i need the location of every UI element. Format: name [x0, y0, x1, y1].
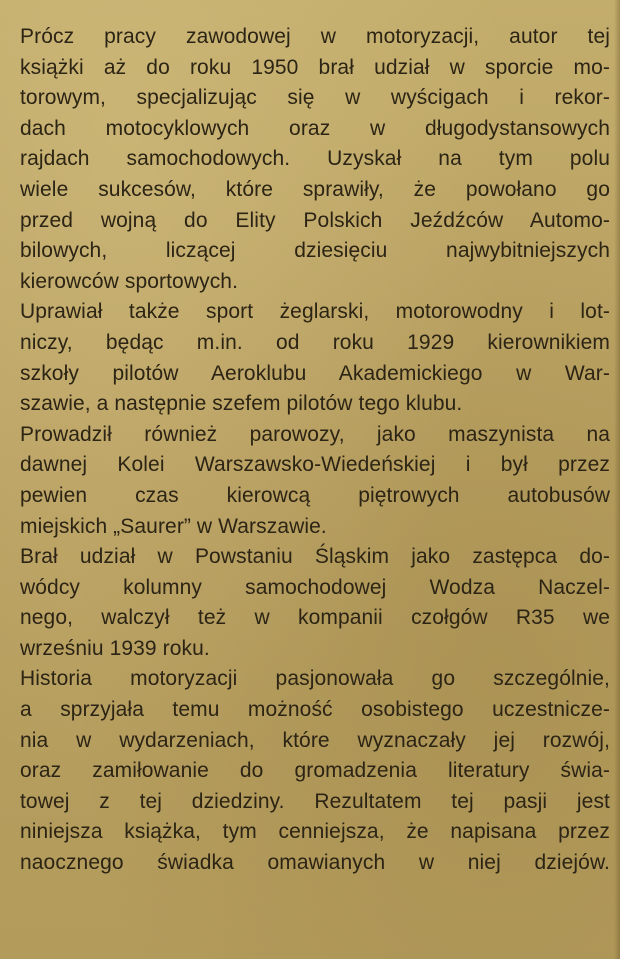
text-line: dach motocyklowych oraz w długodystansowych: [20, 116, 610, 140]
text-line: dawnej Kolei Warszawsko-Wiedeńskiej i był przez: [20, 453, 610, 477]
paragraph-history: [20, 664, 610, 878]
text-line: kierowców sportowych.: [20, 269, 239, 293]
text-line: niniejsza książka, tym cenniejsza, że napisana przez: [20, 820, 610, 844]
text-line: a sprzyjała temu możność osobistego uczestnicze-: [20, 698, 610, 722]
text-line: oraz zamiłowanie do gromadzenia literatury świa-: [20, 759, 610, 783]
text-line: wódcy kolumny samochodowej Wodza Naczel-: [20, 575, 610, 599]
text-line: niczy, będąc m.in. od roku 1929 kierownikiem: [20, 330, 610, 354]
paragraph-motorsport: [20, 22, 610, 297]
text-line: bilowych, liczącej dziesięciu najwybitniejszych: [20, 239, 610, 263]
text-line: szkoły pilotów Aeroklubu Akademickiego w War-: [20, 361, 610, 385]
text-line: książki aż do roku 1950 brał udział w sporcie mo-: [20, 55, 610, 79]
text-line: Uprawiał także sport żeglarski, motorowodny i lot-: [20, 300, 610, 324]
text-line: nia w wydarzeniach, które wyznaczały jej rozwój,: [20, 728, 610, 752]
text-line: Brał udział w Powstaniu Śląskim jako zastępca do-: [20, 545, 610, 569]
text-line: wrześniu 1939 roku.: [20, 636, 210, 660]
author-biography-text: [20, 22, 610, 879]
paragraph-military: [20, 542, 610, 664]
text-line: nego, walczył też w kompanii czołgów R35 we: [20, 606, 610, 630]
page-edge-shadow: [614, 0, 620, 959]
text-line: rajdach samochodowych. Uzyskał na tym polu: [20, 147, 610, 171]
paragraph-sailing-aviation: [20, 297, 610, 419]
text-line: szawie, a następnie szefem pilotów tego klubu.: [20, 392, 463, 416]
text-line: wiele sukcesów, które sprawiły, że powołano go: [20, 177, 610, 201]
text-line: naocznego świadka omawianych w niej dziejów.: [20, 851, 610, 875]
text-line: Prócz pracy zawodowej w motoryzacji, autor tej: [20, 25, 610, 48]
text-line: Prowadził również parowozy, jako maszynista na: [20, 422, 610, 446]
paragraph-locomotives: [20, 420, 610, 542]
text-line: pewien czas kierowcą piętrowych autobusów: [20, 483, 610, 507]
text-line: miejskich „Saurer” w Warszawie.: [20, 514, 327, 538]
text-line: Historia motoryzacji pasjonowała go szczególnie,: [20, 667, 610, 691]
text-line: torowym, specjalizując się w wyścigach i rekor-: [20, 86, 610, 110]
text-line: towej z tej dziedziny. Rezultatem tej pasji jest: [20, 789, 610, 813]
text-line: przed wojną do Elity Polskich Jeźdźców Automo-: [20, 208, 610, 232]
